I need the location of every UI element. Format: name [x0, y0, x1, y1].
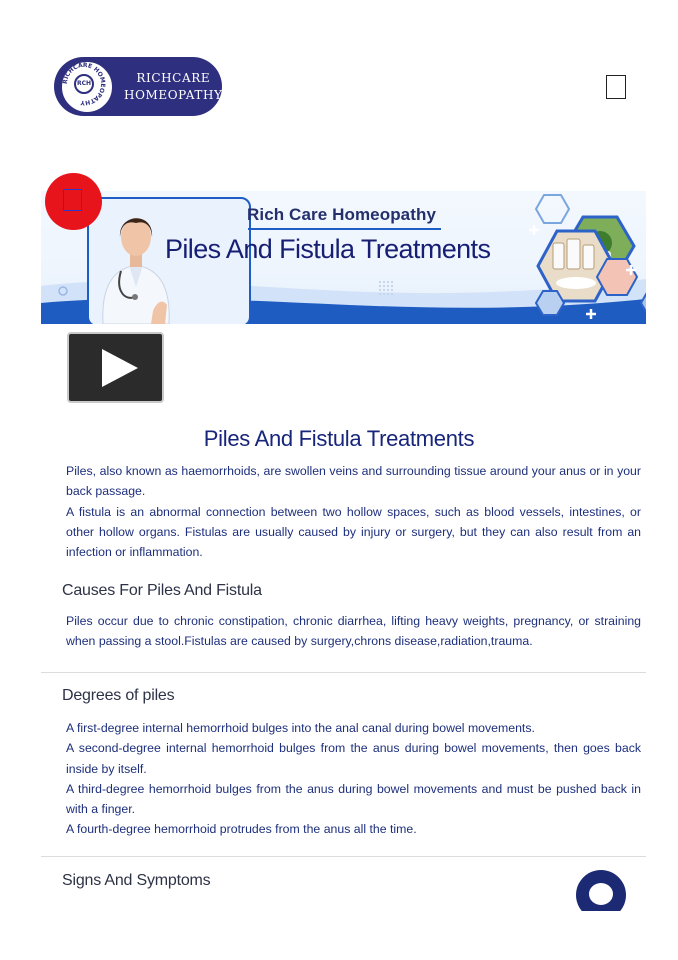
hero-banner: [41, 191, 646, 324]
intro-text: [66, 461, 641, 562]
seal-text: RCH: [74, 74, 94, 94]
logo-seal: [59, 59, 115, 115]
chat-button[interactable]: [576, 870, 626, 911]
intro-paragraph: Piles, also known as haemorrhoids, are swollen veins and surrounding tissue around your anus or in your back passage.: [66, 464, 641, 499]
causes-paragraph: Piles occur due to chronic constipation, chronic diarrhea, lifting heavy weights, pregnancy, or straining when passing a stool.Fistulas are caused by surgery,chrons disease,radiation,trauma.: [66, 614, 641, 649]
product-hexagon-images: [481, 191, 646, 324]
video-play-button[interactable]: [67, 332, 164, 403]
play-icon: [102, 349, 138, 387]
seal-ring-text: RICHCARE HOMEOPATHY: [61, 61, 107, 106]
section-heading-degrees: Degrees of piles: [62, 687, 175, 704]
brand-line-2: HOMEOPATHY: [124, 87, 223, 102]
section-divider: [41, 856, 646, 857]
page-title: Piles And Fistula Treatments: [203, 426, 475, 451]
section-divider: [41, 672, 646, 673]
section-heading-symptoms: Signs And Symptoms: [62, 872, 211, 889]
stop-icon: [63, 189, 82, 211]
banner-title: Piles And Fistula Treatments: [165, 234, 491, 264]
degree-item: A first-degree internal hemorrhoid bulges into the anal canal during bowel movements.: [66, 721, 535, 735]
brand-line-1: RICHCARE: [136, 70, 211, 85]
causes-text: [66, 611, 641, 652]
degree-item: A fourth-degree hemorrhoid protrudes from the anus all the time.: [66, 822, 417, 837]
hamburger-menu-icon[interactable]: [606, 75, 626, 99]
brand-logo[interactable]: [54, 57, 222, 116]
degrees-text: [66, 718, 641, 840]
degree-item: A second-degree internal hemorrhoid bulges from the anus during bowel movements, then goes back inside by itself.: [66, 741, 641, 776]
brand-name: [124, 70, 223, 104]
record-button[interactable]: [45, 173, 102, 230]
section-heading-causes: Causes For Piles And Fistula: [62, 582, 262, 599]
banner-subtitle: Rich Care Homeopathy: [247, 205, 437, 224]
chat-bubble-icon: [589, 883, 613, 905]
degree-item: A third-degree hemorrhoid bulges from the anus during bowel movements and must be pushed back in with a finger.: [66, 781, 641, 817]
intro-paragraph: A fistula is an abnormal connection between two hollow spaces, such as blood vessels, intestines, or other hollow organs. Fistulas are usually caused by injury or surgery, but they can also result from an infection or inflammation.: [66, 504, 641, 560]
banner-underline: [248, 228, 441, 230]
